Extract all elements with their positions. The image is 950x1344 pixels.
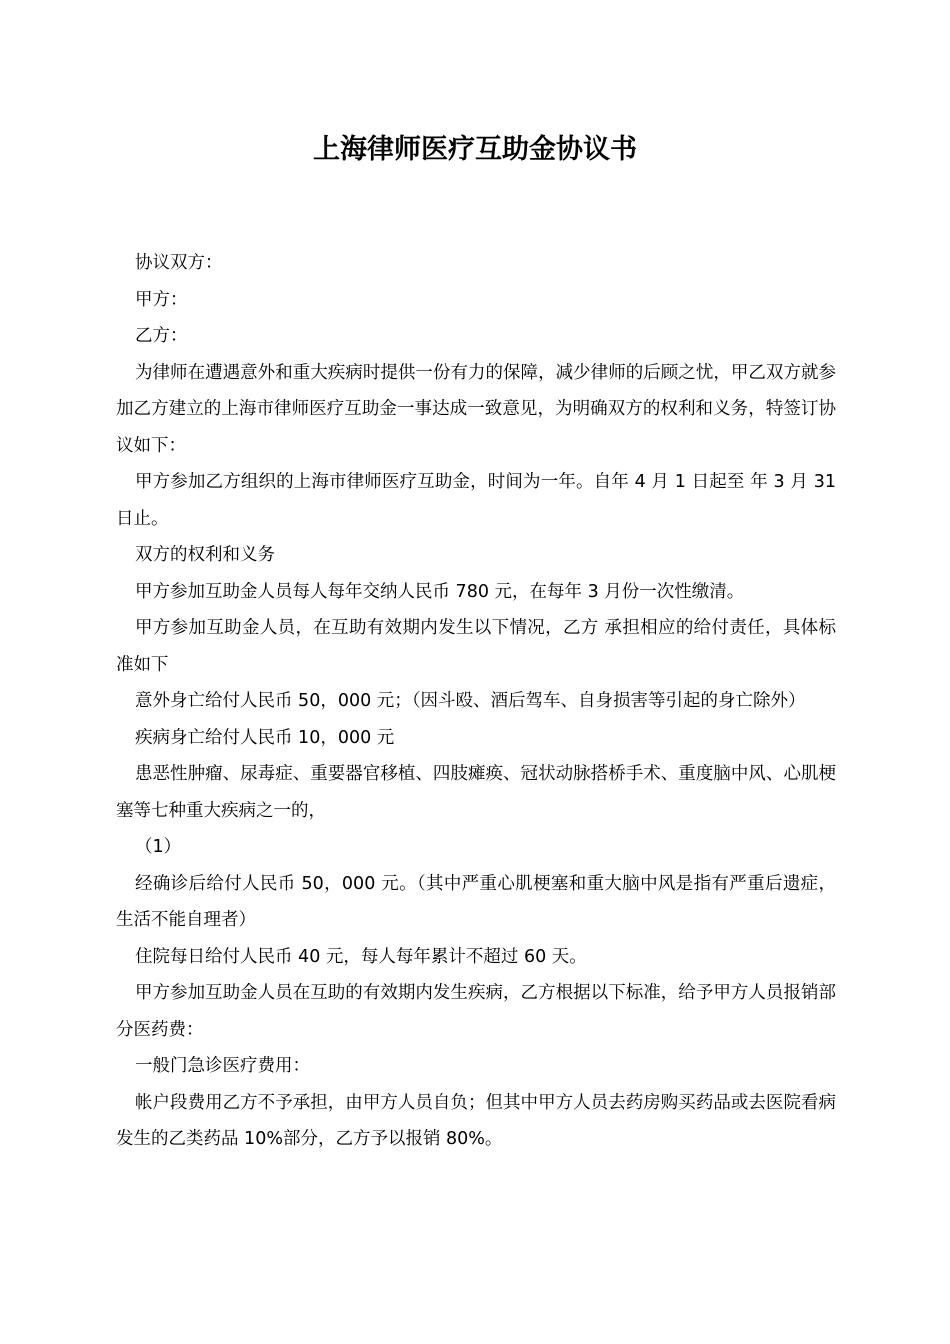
paragraph-rights-heading: 双方的权利和义务 (135, 545, 275, 565)
paragraph-major-illness: 患恶性肿瘤、尿毒症、重要器官移植、四肢瘫痪、冠状动脉搭桥手术、重度脑中风、心肌梗塞等七种重大疾病之一的， (116, 764, 836, 821)
paragraph-party-b: 乙方： (135, 326, 188, 346)
paragraph-benefits-intro: 甲方参加互助金人员，在互助有效期内发生以下情况，乙方 承担相应的给付责任，具体标准如下 (116, 618, 836, 675)
paragraph-diagnosis-payment: 经确诊后给付人民币 50，000 元。（其中严重心肌梗塞和重大脑中风是指有严重后遗症，生活不能自理者） (116, 873, 836, 930)
paragraph-medical-reimbursement: 甲方参加互助金人员在互助的有效期内发生疾病，乙方根据以下标准，给予甲方人员报销部分医药费： (116, 983, 836, 1040)
paragraph-parties: 协议双方： (135, 253, 223, 273)
paragraph-item-number: （1） (135, 837, 182, 857)
paragraph-account-costs: 帐户段费用乙方不予承担，由甲方人员自负；但其中甲方人员去药房购买药品或去医院看病发生的乙类药品 10%部分，乙方予以报销 80%。 (116, 1092, 836, 1149)
paragraph-preamble: 为律师在遭遇意外和重大疾病时提供一份有力的保障，减少律师的后顾之忧，甲乙双方就参加乙方建立的上海市律师医疗互助金一事达成一致意见，为明确双方的权利和义务，特签订协议如下： (116, 362, 836, 456)
document-body (116, 245, 836, 1158)
paragraph-hospitalization: 住院每日给付人民币 40 元，每人每年累计不超过 60 天。 (135, 946, 587, 967)
paragraph-party-a: 甲方： (135, 289, 188, 310)
paragraph-outpatient-heading: 一般门急诊医疗费用： (135, 1056, 310, 1076)
paragraph-fee: 甲方参加互助金人员每人每年交纳人民币 780 元，在每年 3 月份一次性缴清。 (135, 581, 745, 602)
paragraph-term: 甲方参加乙方组织的上海市律师医疗互助金，时间为一年。自年 4 月 1 日起至 年 3 月 31 日止。 (116, 472, 836, 529)
paragraph-accidental-death: 意外身亡给付人民币 50，000 元；（因斗殴、酒后驾车、自身损害等引起的身亡除外） (135, 691, 806, 711)
paragraph-illness-death: 疾病身亡给付人民币 10，000 元 (135, 727, 395, 748)
document-title: 上海律师医疗互助金协议书 (313, 134, 637, 165)
